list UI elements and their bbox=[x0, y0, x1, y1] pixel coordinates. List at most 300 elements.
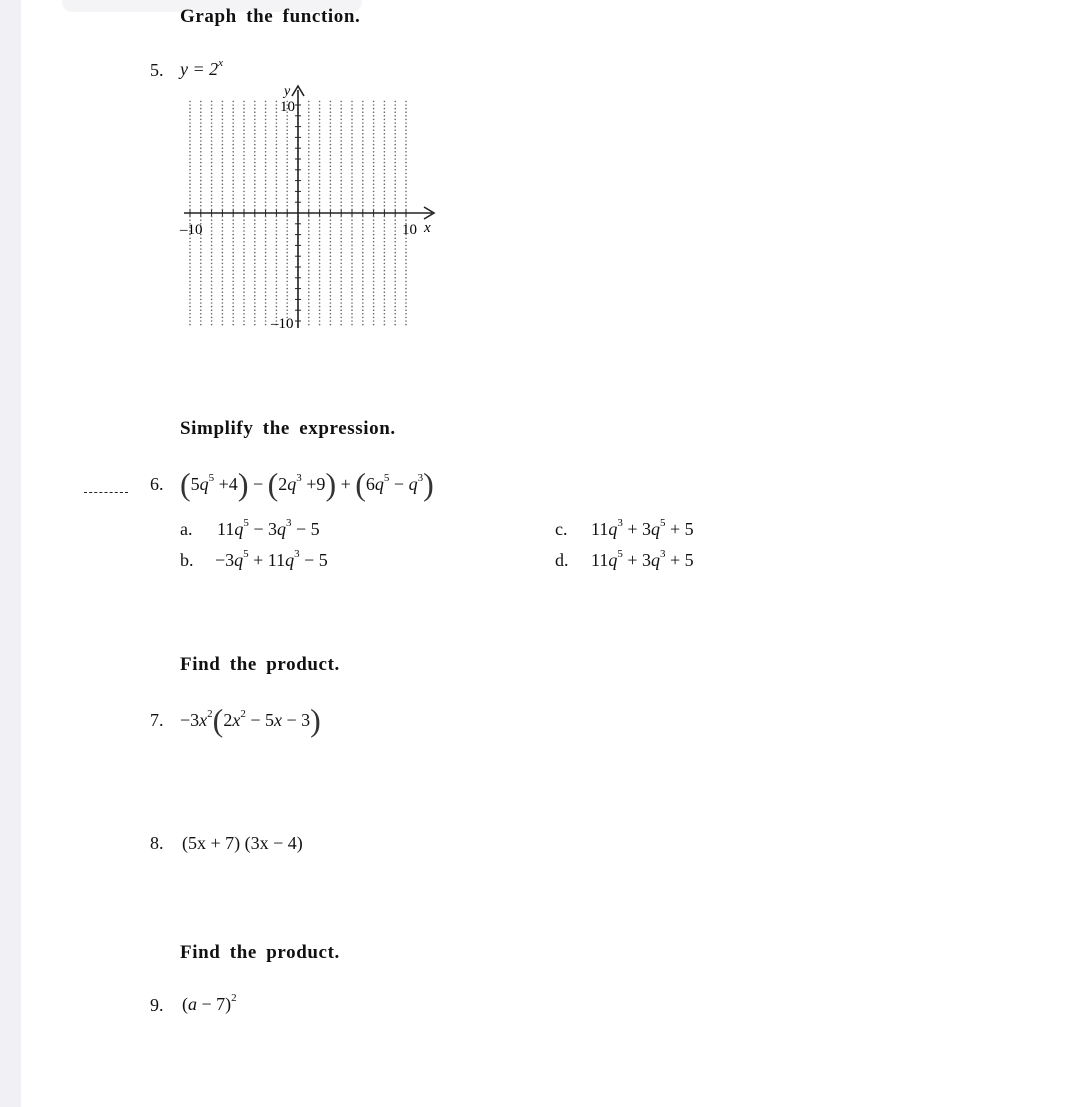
grid-dot bbox=[330, 252, 332, 254]
grid-dot bbox=[200, 302, 202, 304]
grid-dot bbox=[232, 309, 234, 311]
grid-dot bbox=[394, 147, 396, 149]
grid-dot bbox=[243, 169, 245, 171]
grid-dot bbox=[254, 245, 256, 247]
grid-dot bbox=[243, 281, 245, 283]
grid-dot bbox=[200, 108, 202, 110]
choice-a-letter: a. bbox=[180, 519, 193, 539]
grid-dot bbox=[265, 111, 267, 113]
grid-dot bbox=[308, 133, 310, 135]
grid-dot bbox=[394, 137, 396, 139]
grid-dot bbox=[286, 255, 288, 257]
grid-dot bbox=[276, 147, 278, 149]
grid-dot bbox=[286, 230, 288, 232]
grid-dot bbox=[394, 248, 396, 250]
grid-dot bbox=[362, 317, 364, 319]
grid-dot bbox=[405, 194, 407, 196]
grid-dot bbox=[254, 155, 256, 157]
grid-dot bbox=[286, 273, 288, 275]
grid-dot bbox=[308, 219, 310, 221]
choice-c-letter: c. bbox=[555, 519, 568, 539]
grid-dot bbox=[189, 169, 191, 171]
grid-dot bbox=[286, 173, 288, 175]
grid-dot bbox=[405, 277, 407, 279]
choice-d[interactable]: $11q^5 + 3q^3 + 5$ bbox=[591, 548, 694, 570]
grid-dot bbox=[265, 234, 267, 236]
grid-dot bbox=[211, 104, 213, 106]
grid-dot bbox=[211, 306, 213, 308]
grid-dot bbox=[211, 255, 213, 257]
grid-dot bbox=[308, 299, 310, 301]
grid-dot bbox=[200, 187, 202, 189]
grid-dot bbox=[200, 155, 202, 157]
grid-dot bbox=[308, 122, 310, 124]
grid-dot bbox=[330, 227, 332, 229]
grid-dot bbox=[362, 173, 364, 175]
grid-dot bbox=[189, 158, 191, 160]
grid-dot bbox=[200, 133, 202, 135]
grid-dot bbox=[340, 306, 342, 308]
grid-dot bbox=[330, 162, 332, 164]
grid-dot bbox=[276, 129, 278, 131]
choice-b[interactable]: $-3q^5 + 11q^3 - 5$ bbox=[215, 548, 328, 570]
grid-dot bbox=[308, 273, 310, 275]
grid-dot bbox=[189, 248, 191, 250]
grid-dot bbox=[254, 284, 256, 286]
grid-dot bbox=[189, 198, 191, 200]
grid-dot bbox=[373, 299, 375, 301]
grid-dot bbox=[232, 223, 234, 225]
grid-dot bbox=[405, 201, 407, 203]
grid-dot bbox=[265, 133, 267, 135]
grid-dot bbox=[254, 198, 256, 200]
grid-dot bbox=[384, 230, 386, 232]
grid-dot bbox=[405, 173, 407, 175]
grid-dot bbox=[362, 302, 364, 304]
grid-dot bbox=[384, 129, 386, 131]
grid-dot bbox=[340, 234, 342, 236]
grid-dot bbox=[351, 176, 353, 178]
grid-dot bbox=[222, 173, 224, 175]
equation-exponent: x bbox=[218, 57, 224, 69]
grid-dot bbox=[265, 252, 267, 254]
grid-dot bbox=[362, 194, 364, 196]
grid-dot bbox=[351, 234, 353, 236]
grid-dot bbox=[211, 241, 213, 243]
grid-dot bbox=[394, 151, 396, 153]
grid-dot bbox=[232, 209, 234, 211]
grid-dot bbox=[319, 302, 321, 304]
grid-dot bbox=[200, 216, 202, 218]
grid-dot bbox=[286, 158, 288, 160]
grid-dot bbox=[308, 205, 310, 207]
grid-dot bbox=[319, 201, 321, 203]
grid-dot bbox=[405, 302, 407, 304]
grid-dot bbox=[394, 144, 396, 146]
grid-dot bbox=[340, 122, 342, 124]
grid-dot bbox=[265, 173, 267, 175]
grid-dot bbox=[276, 302, 278, 304]
grid-dot bbox=[384, 191, 386, 193]
grid-dot bbox=[243, 111, 245, 113]
grid-dot bbox=[286, 252, 288, 254]
grid-dot bbox=[319, 309, 321, 311]
grid-dot bbox=[222, 191, 224, 193]
grid-dot bbox=[330, 101, 332, 103]
grid-dot bbox=[189, 155, 191, 157]
grid-dot bbox=[276, 115, 278, 117]
grid-dot bbox=[243, 115, 245, 117]
grid-dot bbox=[276, 306, 278, 308]
grid-dot bbox=[243, 237, 245, 239]
grid-dot bbox=[394, 201, 396, 203]
grid-dot bbox=[319, 255, 321, 257]
grid-dot bbox=[243, 180, 245, 182]
x-axis-label: x bbox=[424, 220, 431, 236]
grid-dot bbox=[211, 245, 213, 247]
grid-dot bbox=[276, 176, 278, 178]
grid-dot bbox=[265, 147, 267, 149]
grid-dot bbox=[243, 291, 245, 293]
grid-dot bbox=[405, 111, 407, 113]
grid-dot bbox=[200, 129, 202, 131]
grid-dot bbox=[373, 270, 375, 272]
grid-dot bbox=[384, 219, 386, 221]
grid-dot bbox=[286, 147, 288, 149]
grid-dot bbox=[319, 180, 321, 182]
grid-dot bbox=[254, 295, 256, 297]
grid-dot bbox=[405, 255, 407, 257]
grid-dot bbox=[254, 291, 256, 293]
grid-dot bbox=[254, 302, 256, 304]
grid-dot bbox=[394, 180, 396, 182]
grid-dot bbox=[405, 155, 407, 157]
grid-dot bbox=[319, 252, 321, 254]
grid-dot bbox=[211, 191, 213, 193]
grid-dot bbox=[384, 144, 386, 146]
grid-dot bbox=[276, 277, 278, 279]
grid-dot bbox=[189, 266, 191, 268]
product-heading-2: Find the product. bbox=[180, 942, 340, 963]
grid-dot bbox=[351, 266, 353, 268]
grid-dot bbox=[405, 183, 407, 185]
grid-dot bbox=[405, 198, 407, 200]
grid-dot bbox=[394, 194, 396, 196]
grid-dot bbox=[254, 324, 256, 326]
grid-dot bbox=[265, 291, 267, 293]
grid-dot bbox=[211, 223, 213, 225]
answer-blank[interactable] bbox=[84, 492, 128, 493]
grid-dot bbox=[340, 277, 342, 279]
grid-dot bbox=[373, 119, 375, 121]
grid-dot bbox=[351, 270, 353, 272]
grid-dot bbox=[308, 176, 310, 178]
grid-dot bbox=[340, 288, 342, 290]
grid-dot bbox=[384, 288, 386, 290]
grid-dot bbox=[211, 158, 213, 160]
grid-dot bbox=[222, 201, 224, 203]
grid-dot bbox=[340, 252, 342, 254]
grid-dot bbox=[351, 147, 353, 149]
grid-dot bbox=[286, 302, 288, 304]
grid-dot bbox=[394, 259, 396, 261]
grid-dot bbox=[330, 248, 332, 250]
grid-dot bbox=[232, 180, 234, 182]
grid-dot bbox=[394, 288, 396, 290]
grid-dot bbox=[243, 309, 245, 311]
grid-dot bbox=[211, 115, 213, 117]
grid-dot bbox=[265, 309, 267, 311]
grid-dot bbox=[362, 187, 364, 189]
grid-dot bbox=[265, 241, 267, 243]
grid-dot bbox=[405, 129, 407, 131]
grid-dot bbox=[276, 201, 278, 203]
grid-dot bbox=[265, 299, 267, 301]
grid-dot bbox=[265, 183, 267, 185]
grid-dot bbox=[362, 137, 364, 139]
grid-dot bbox=[351, 255, 353, 257]
grid-dot bbox=[340, 230, 342, 232]
grid-dot bbox=[189, 317, 191, 319]
grid-dot bbox=[373, 291, 375, 293]
grid-dot bbox=[362, 320, 364, 322]
grid-dot bbox=[362, 183, 364, 185]
grid-dot bbox=[243, 306, 245, 308]
grid-dot bbox=[330, 324, 332, 326]
grid-dot bbox=[243, 313, 245, 315]
grid-dot bbox=[308, 252, 310, 254]
grid-dot bbox=[243, 284, 245, 286]
grid-dot bbox=[243, 104, 245, 106]
grid-dot bbox=[243, 205, 245, 207]
grid-dot bbox=[243, 165, 245, 167]
grid-dot bbox=[200, 115, 202, 117]
grid-dot bbox=[351, 187, 353, 189]
grid-dot bbox=[405, 306, 407, 308]
grid-dot bbox=[211, 176, 213, 178]
grid-dot bbox=[384, 248, 386, 250]
grid-dot bbox=[265, 317, 267, 319]
grid-dot bbox=[319, 104, 321, 106]
grid-dot bbox=[394, 313, 396, 315]
grid-dot bbox=[384, 101, 386, 103]
grid-dot bbox=[319, 216, 321, 218]
grid-dot bbox=[254, 162, 256, 164]
grid-dot bbox=[200, 191, 202, 193]
grid-dot bbox=[362, 144, 364, 146]
grid-dot bbox=[189, 176, 191, 178]
grid-dot bbox=[384, 133, 386, 135]
grid-dot bbox=[384, 119, 386, 121]
grid-dot bbox=[211, 320, 213, 322]
grid-dot bbox=[308, 198, 310, 200]
grid-dot bbox=[243, 263, 245, 265]
grid-dot bbox=[211, 263, 213, 265]
grid-dot bbox=[276, 299, 278, 301]
grid-dot bbox=[254, 158, 256, 160]
grid-dot bbox=[189, 133, 191, 135]
grid-dot bbox=[330, 313, 332, 315]
grid-dot bbox=[211, 230, 213, 232]
question-6-expression: $(5q^5 +4) - (2q^3 +9) + (6q^5 - q^3)$ bbox=[180, 466, 434, 502]
grid-dot bbox=[351, 324, 353, 326]
grid-dot bbox=[330, 115, 332, 117]
grid-dot bbox=[286, 277, 288, 279]
choice-c[interactable]: $11q^3 + 3q^5 + 5$ bbox=[591, 517, 694, 539]
grid-dot bbox=[211, 288, 213, 290]
grid-dot bbox=[340, 324, 342, 326]
grid-dot bbox=[340, 299, 342, 301]
grid-dot bbox=[351, 140, 353, 142]
grid-dot bbox=[351, 306, 353, 308]
grid-dot bbox=[276, 216, 278, 218]
grid-dot bbox=[340, 162, 342, 164]
grid-dot bbox=[243, 234, 245, 236]
grid-dot bbox=[232, 248, 234, 250]
grid-dot bbox=[319, 230, 321, 232]
grid-dot bbox=[276, 309, 278, 311]
grid-dot bbox=[232, 291, 234, 293]
grid-dot bbox=[265, 288, 267, 290]
grid-dot bbox=[384, 306, 386, 308]
grid-dot bbox=[276, 158, 278, 160]
grid-dot bbox=[243, 317, 245, 319]
grid-dot bbox=[351, 295, 353, 297]
grid-dot bbox=[405, 270, 407, 272]
grid-dot bbox=[362, 191, 364, 193]
grid-dot bbox=[340, 295, 342, 297]
grid-dot bbox=[254, 205, 256, 207]
grid-dot bbox=[373, 216, 375, 218]
grid-dot bbox=[384, 162, 386, 164]
grid-dot bbox=[232, 165, 234, 167]
grid-dot bbox=[405, 299, 407, 301]
grid-dot bbox=[394, 302, 396, 304]
grid-dot bbox=[330, 122, 332, 124]
grid-dot bbox=[362, 216, 364, 218]
grid-dot bbox=[362, 201, 364, 203]
grid-dot bbox=[276, 281, 278, 283]
grid-dot bbox=[254, 137, 256, 139]
grid-dot bbox=[200, 320, 202, 322]
grid-dot bbox=[373, 176, 375, 178]
grid-dot bbox=[276, 191, 278, 193]
grid-dot bbox=[286, 201, 288, 203]
grid-dot bbox=[254, 144, 256, 146]
grid-dot bbox=[254, 165, 256, 167]
grid-dot bbox=[405, 126, 407, 128]
grid-dot bbox=[276, 198, 278, 200]
grid-dot bbox=[222, 309, 224, 311]
grid-dot bbox=[222, 252, 224, 254]
grid-dot bbox=[286, 176, 288, 178]
grid-dot bbox=[394, 281, 396, 283]
grid-dot bbox=[222, 183, 224, 185]
grid-dot bbox=[200, 324, 202, 326]
grid-dot bbox=[276, 169, 278, 171]
grid-dot bbox=[308, 137, 310, 139]
grid-dot bbox=[394, 237, 396, 239]
grid-dot bbox=[232, 295, 234, 297]
grid-dot bbox=[308, 126, 310, 128]
grid-dot bbox=[340, 151, 342, 153]
grid-dot bbox=[373, 259, 375, 261]
grid-dot bbox=[340, 126, 342, 128]
grid-dot bbox=[211, 302, 213, 304]
grid-dot bbox=[351, 237, 353, 239]
question-6-number: 6. bbox=[150, 474, 164, 494]
grid-dot bbox=[254, 255, 256, 257]
grid-dot bbox=[211, 313, 213, 315]
grid-dot bbox=[384, 317, 386, 319]
question-7-expression: $-3x^2(2x^2 - 5x - 3)$ bbox=[180, 702, 321, 738]
grid-dot bbox=[308, 291, 310, 293]
grid-dot bbox=[189, 129, 191, 131]
grid-dot bbox=[286, 126, 288, 128]
grid-dot bbox=[394, 115, 396, 117]
grid-dot bbox=[200, 306, 202, 308]
grid-dot bbox=[384, 201, 386, 203]
grid-dot bbox=[243, 241, 245, 243]
grid-dot bbox=[308, 162, 310, 164]
question-9-number: 9. bbox=[150, 995, 164, 1015]
grid-dot bbox=[200, 245, 202, 247]
grid-dot bbox=[200, 176, 202, 178]
grid-dot bbox=[319, 234, 321, 236]
choice-a[interactable]: $11q^5 - 3q^3 - 5$ bbox=[217, 517, 320, 539]
grid-dot bbox=[351, 129, 353, 131]
grid-dot bbox=[243, 270, 245, 272]
grid-dot bbox=[189, 180, 191, 182]
grid-dot bbox=[394, 241, 396, 243]
grid-dot bbox=[362, 234, 364, 236]
grid-dot bbox=[362, 284, 364, 286]
grid-dot bbox=[211, 101, 213, 103]
grid-dot bbox=[232, 137, 234, 139]
grid-dot bbox=[200, 101, 202, 103]
grid-dot bbox=[394, 284, 396, 286]
grid-dot bbox=[394, 320, 396, 322]
grid-dot bbox=[232, 187, 234, 189]
grid-dot bbox=[373, 317, 375, 319]
grid-dot bbox=[276, 137, 278, 139]
grid-dot bbox=[232, 194, 234, 196]
grid-dot bbox=[232, 241, 234, 243]
grid-dot bbox=[384, 140, 386, 142]
grid-dot bbox=[254, 216, 256, 218]
grid-dot bbox=[286, 288, 288, 290]
grid-dot bbox=[243, 140, 245, 142]
grid-dot bbox=[232, 205, 234, 207]
grid-dot bbox=[394, 317, 396, 319]
grid-dot bbox=[394, 299, 396, 301]
grid-dot bbox=[265, 230, 267, 232]
grid-dot bbox=[340, 169, 342, 171]
grid-dot bbox=[319, 227, 321, 229]
grid-dot bbox=[362, 299, 364, 301]
grid-dot bbox=[276, 140, 278, 142]
grid-dot bbox=[373, 230, 375, 232]
grid-dot bbox=[232, 234, 234, 236]
grid-dot bbox=[362, 230, 364, 232]
grid-dot bbox=[373, 140, 375, 142]
grid-dot bbox=[200, 259, 202, 261]
grid-dot bbox=[373, 306, 375, 308]
grid-dot bbox=[232, 198, 234, 200]
grid-dot bbox=[254, 133, 256, 135]
grid-dot bbox=[319, 273, 321, 275]
grid-dot bbox=[200, 165, 202, 167]
